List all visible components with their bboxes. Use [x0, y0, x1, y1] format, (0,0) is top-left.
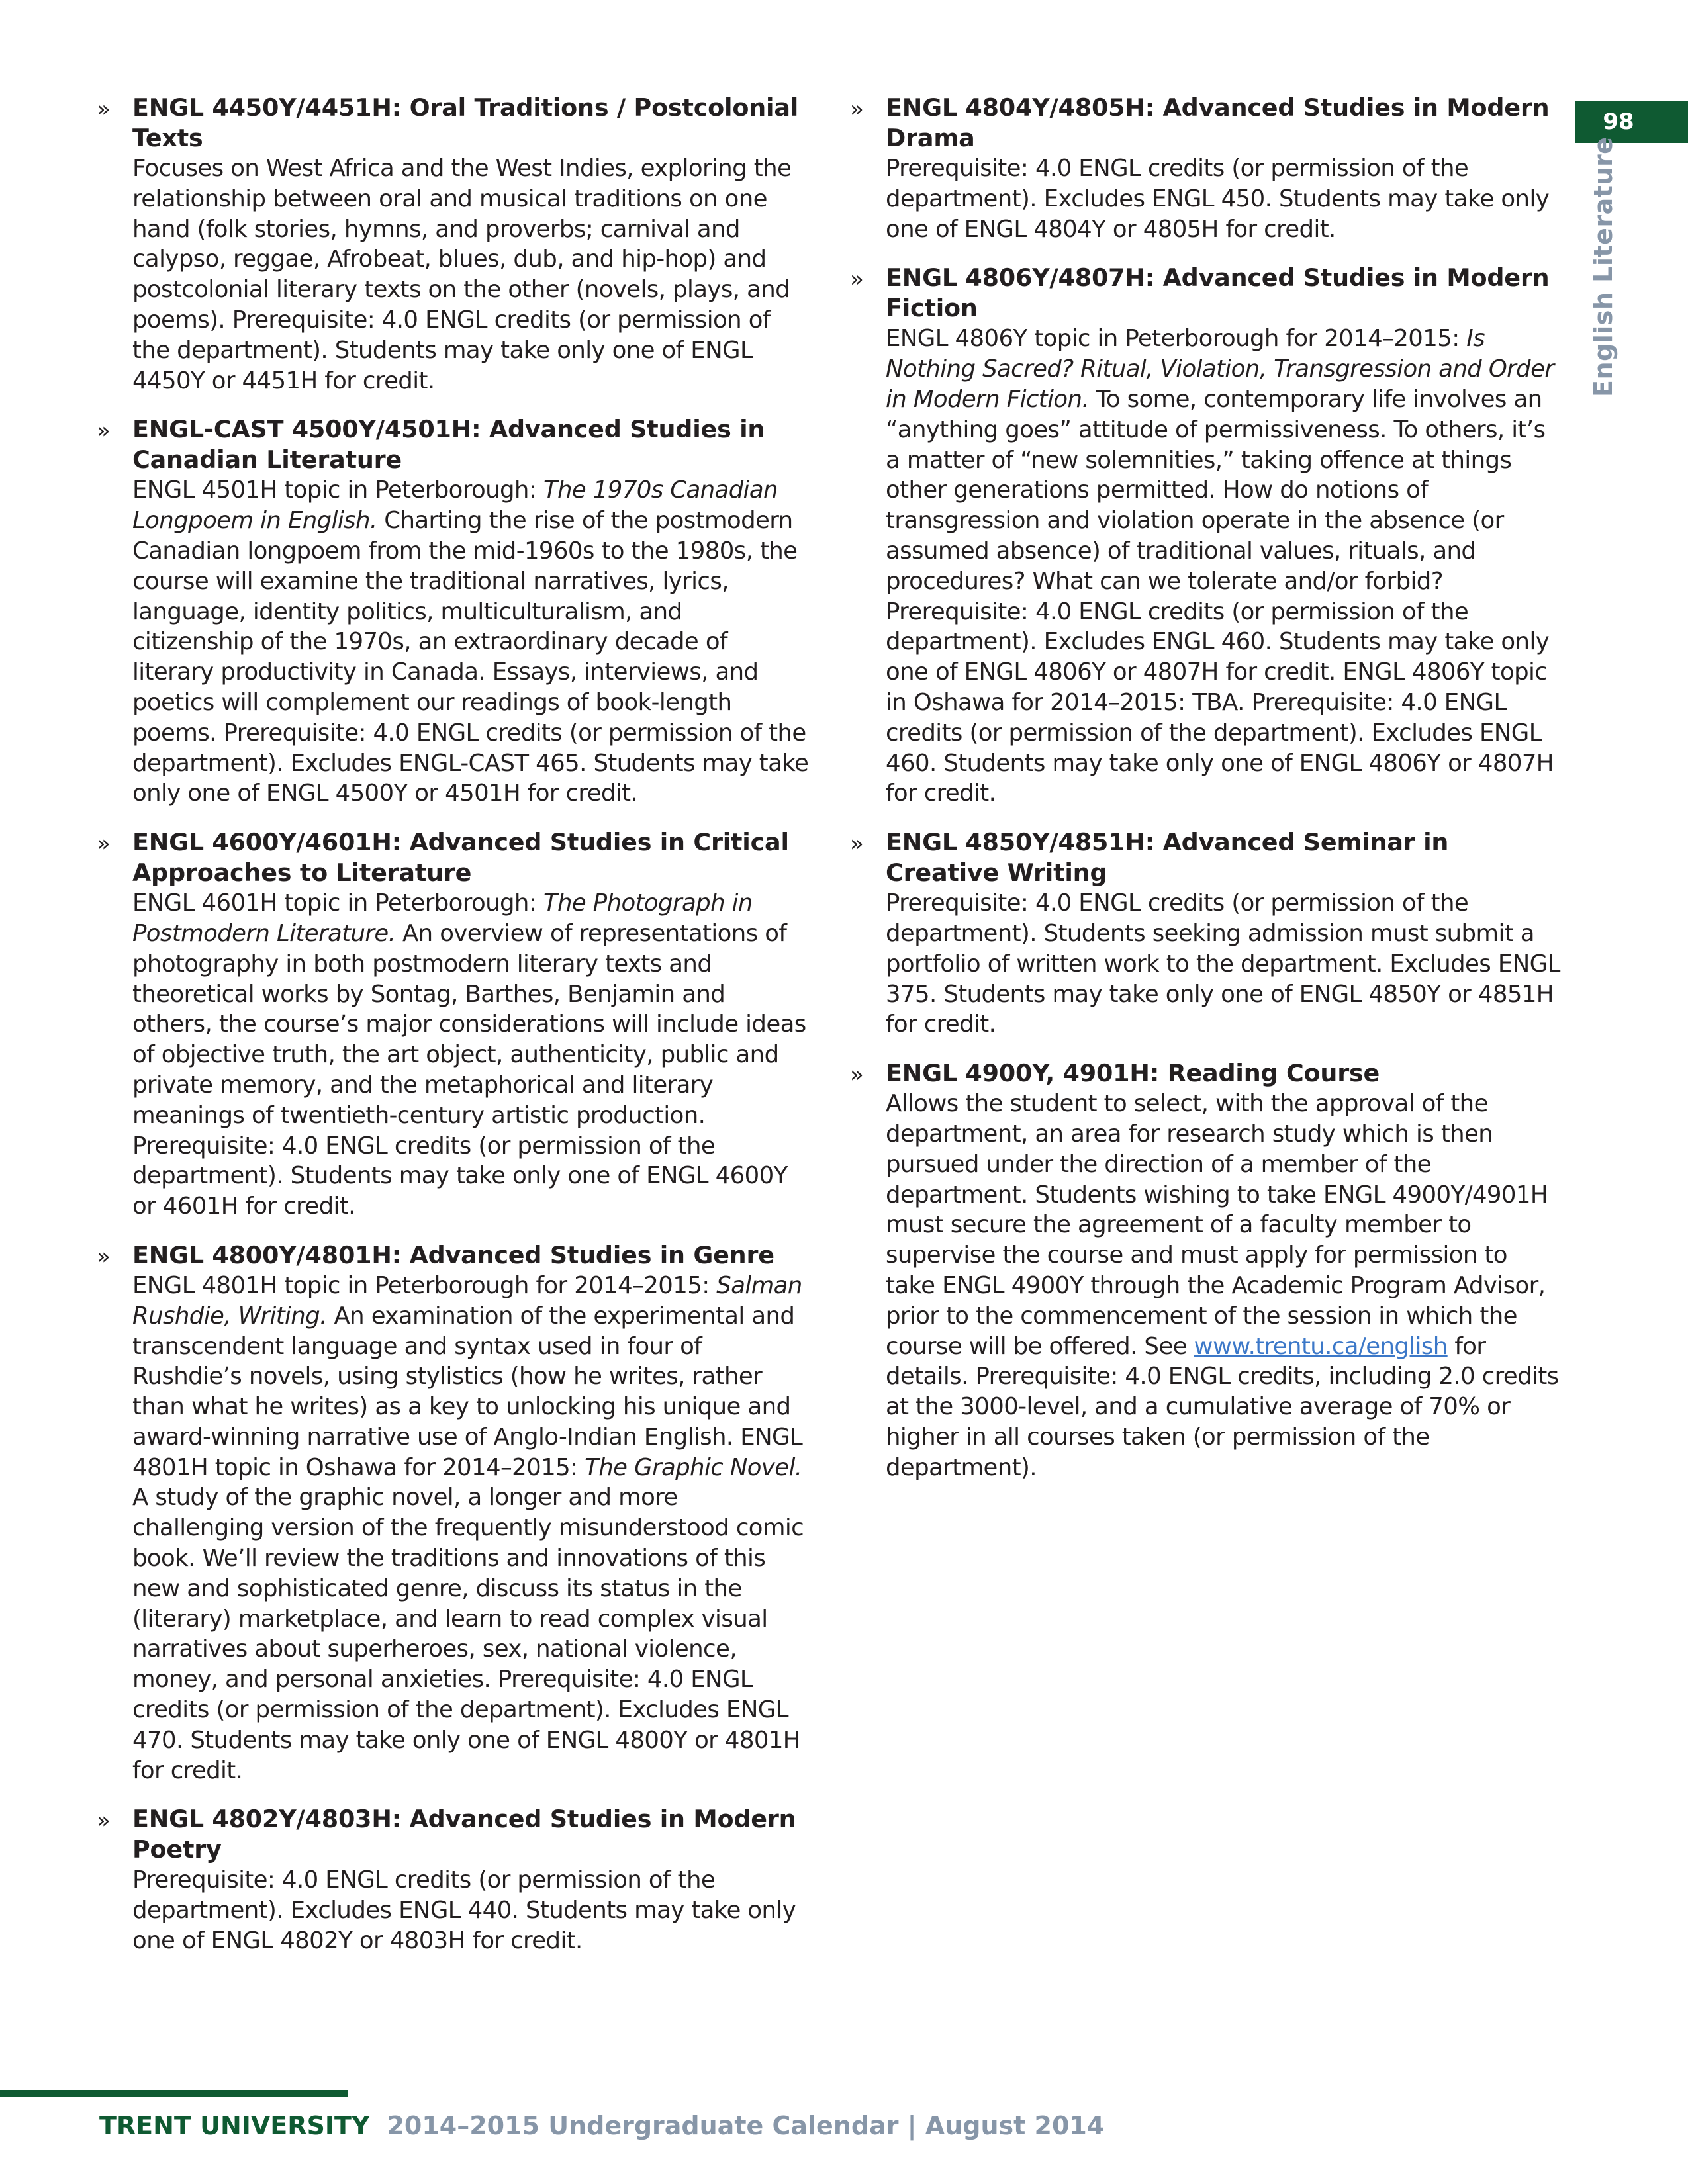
description-text: Charting the rise of the postmodern Canadian longpoem from the mid-1960s to the 1980s, the course will examine the traditional narratives, lyrics, language, identity politics, multiculturalism, and citizenship of the 1970s, an extraordinary decade of literary productivity in Canada. Essays, interviews, and poetics will complement our readings of book-length poems. Prerequisite: 4.0 ENGL credits (or permission of the department). Excludes ENGL-CAST 465. Students may take only one of ENGL 4500Y or 4501H for credit. — [132, 507, 809, 807]
english-department-link[interactable]: www.trentu.ca/english — [1194, 1332, 1448, 1360]
topic-title: The 1970s Canadian Longpoem in English. — [132, 477, 778, 535]
course-description: Prerequisite: 4.0 ENGL credits (or permission of the department). Students seeking admission must submit a portfolio of written work to the department. Excludes ENGL 375. Students may take only one of ENGL 4850Y or 4851H for credit. — [886, 889, 1560, 1038]
course-entry — [91, 93, 810, 396]
course-entry — [91, 414, 810, 809]
course-description — [886, 1089, 1563, 1482]
description-text: ENGL 4501H topic in Peterborough: — [132, 477, 543, 504]
course-title: ENGL 4802Y/4803H: Advanced Studies in Modern Poetry — [132, 1805, 796, 1864]
course-entry — [91, 1804, 810, 1956]
topic-title: Salman Rushdie, Writing. — [132, 1271, 802, 1330]
bullet-marker: » — [850, 831, 864, 858]
bullet-marker: » — [850, 1062, 864, 1089]
bullet-marker: » — [850, 96, 864, 122]
bullet-marker: » — [97, 831, 111, 858]
course-entry — [845, 827, 1563, 1040]
course-description — [886, 324, 1563, 809]
course-entry — [91, 827, 810, 1222]
course-entry — [845, 263, 1563, 809]
description-text: A study of the graphic novel, a longer and more challenging version of the frequently misunderstood comic book. We’ll review the traditions and innovations of this new and sophisticated genre, discuss its status in the (literary) marketplace, and learn to read complex visual narratives about superheroes, sex, national violence, money, and personal anxieties. Prerequisite: 4.0 ENGL credits (or permission of the department). Excludes ENGL 470. Students may take only one of ENGL 4800Y or 4801H for credit. — [132, 1484, 804, 1784]
footer — [99, 2111, 1104, 2140]
course-title: ENGL 4806Y/4807H: Advanced Studies in Modern Fiction — [886, 263, 1550, 323]
topic-title: The Graphic Novel. — [585, 1453, 802, 1481]
course-title: ENGL-CAST 4500Y/4501H: Advanced Studies in Canadian Literature — [132, 415, 765, 475]
description-text: An overview of representations of photography in both postmodern literary texts and theoretical works by Sontag, Barthes, Benjamin and others, the course’s major considerations will include ideas of objective truth, the art object, authenticity, public and private memory, and the metaphorical and literary meanings of twentieth-century artistic production. Prerequisite: 4.0 ENGL credits (or permission of the department). Students may take only one of ENGL 4600Y or 4601H for credit. — [132, 919, 806, 1220]
description-text: ENGL 4806Y topic in Peterborough for 2014–2015: — [886, 325, 1467, 353]
bullet-marker: » — [97, 418, 111, 445]
page-number: 98 — [1603, 109, 1634, 135]
course-entry — [91, 1240, 810, 1786]
topic-title: Is Nothing Sacred? Ritual, Violation, Transgression and Order in Modern Fiction. — [886, 325, 1554, 413]
bullet-marker: » — [97, 96, 111, 122]
course-title: ENGL 4450Y/4451H: Oral Traditions / Postcolonial Texts — [132, 93, 799, 152]
course-description: Focuses on West Africa and the West Indies, exploring the relationship between oral and musical traditions on one hand (folk stories, hymns, and proverbs; carnival and calypso, reggae, Afrobeat, blues, dub, and hip-hop) and postcolonial literary texts on the other (novels, plays, and poems). Prerequisite: 4.0 ENGL credits (or permission of the department). Students may take only one of ENGL 4450Y or 4451H for credit. — [132, 155, 792, 394]
course-title: ENGL 4900Y, 4901H: Reading Course — [886, 1059, 1380, 1088]
footer-rule — [0, 2090, 348, 2097]
course-description — [132, 888, 810, 1222]
description-text: An examination of the experimental and transcendent language and syntax used in four of Rushdie’s novels, using stylistics (how he writes, rather than what he writes) as a key to unlocking his unique and award-winning narrative use of Anglo-Indian English. ENGL 4801H topic in Oshawa for 2014–2015: — [132, 1302, 803, 1481]
right-column — [845, 93, 1563, 1501]
bullet-marker: » — [97, 1807, 111, 1835]
course-title: ENGL 4804Y/4805H: Advanced Studies in Modern Drama — [886, 93, 1550, 152]
course-title: ENGL 4800Y/4801H: Advanced Studies in Genre — [132, 1240, 774, 1269]
bullet-marker: » — [850, 266, 864, 293]
description-text: for details. Prerequisite: 4.0 ENGL credits, including 2.0 credits at the 3000-level, and a cumulative average of 70% or higher in all courses taken (or permission of the department). — [886, 1332, 1559, 1481]
course-title: ENGL 4850Y/4851H: Advanced Seminar in Creative Writing — [886, 828, 1449, 887]
section-label: English Literature — [1589, 136, 1618, 397]
course-entry — [845, 1058, 1563, 1482]
description-text: Allows the student to select, with the approval of the department, an area for research study which is then pursued under the direction of a member of the department. Students wishing to take ENGL 4900Y/4901H must secure the agreement of a faculty member to supervise the course and must apply for permission to take ENGL 4900Y through the Academic Program Advisor, prior to the commencement of the session in which the course will be offered. See — [886, 1090, 1548, 1360]
course-title: ENGL 4600Y/4601H: Advanced Studies in Critical Approaches to Literature — [132, 828, 789, 887]
course-description — [132, 475, 810, 809]
course-description: Prerequisite: 4.0 ENGL credits (or permission of the department). Excludes ENGL 450. Students may take only one of ENGL 4804Y or 4805H for credit. — [886, 155, 1550, 243]
topic-title: The Photograph in Postmodern Literature. — [132, 889, 753, 947]
footer-calendar: 2014–2015 Undergraduate Calendar | August 2014 — [387, 2111, 1105, 2140]
left-column — [91, 93, 810, 1975]
course-description: Prerequisite: 4.0 ENGL credits (or permission of the department). Excludes ENGL 440. Students may take only one of ENGL 4802Y or 4803H for credit. — [132, 1866, 796, 1955]
bullet-marker: » — [97, 1243, 111, 1270]
course-description — [132, 1271, 810, 1786]
course-entry — [845, 93, 1563, 244]
description-text: ENGL 4801H topic in Peterborough for 2014–2015: — [132, 1271, 717, 1299]
footer-university: TRENT UNIVERSITY — [99, 2111, 370, 2140]
description-text: To some, contemporary life involves an “anything goes” attitude of permissiveness. To others, it’s a matter of “new solemnities,” taking offence at things other generations permitted. How do notions of transgression and violation operate in the absence (or assumed absence) of traditional values, rituals, and procedures? What can we tolerate and/or forbid? Prerequisite: 4.0 ENGL credits (or permission of the department). Excludes ENGL 460. Students may take only one of ENGL 4806Y or 4807H for credit. ENGL 4806Y topic in Oshawa for 2014–2015: TBA. Prerequisite: 4.0 ENGL credits (or permission of the department). Excludes ENGL 460. Students may take only one of ENGL 4806Y or 4807H for credit. — [886, 385, 1554, 807]
description-text: ENGL 4601H topic in Peterborough: — [132, 889, 543, 917]
